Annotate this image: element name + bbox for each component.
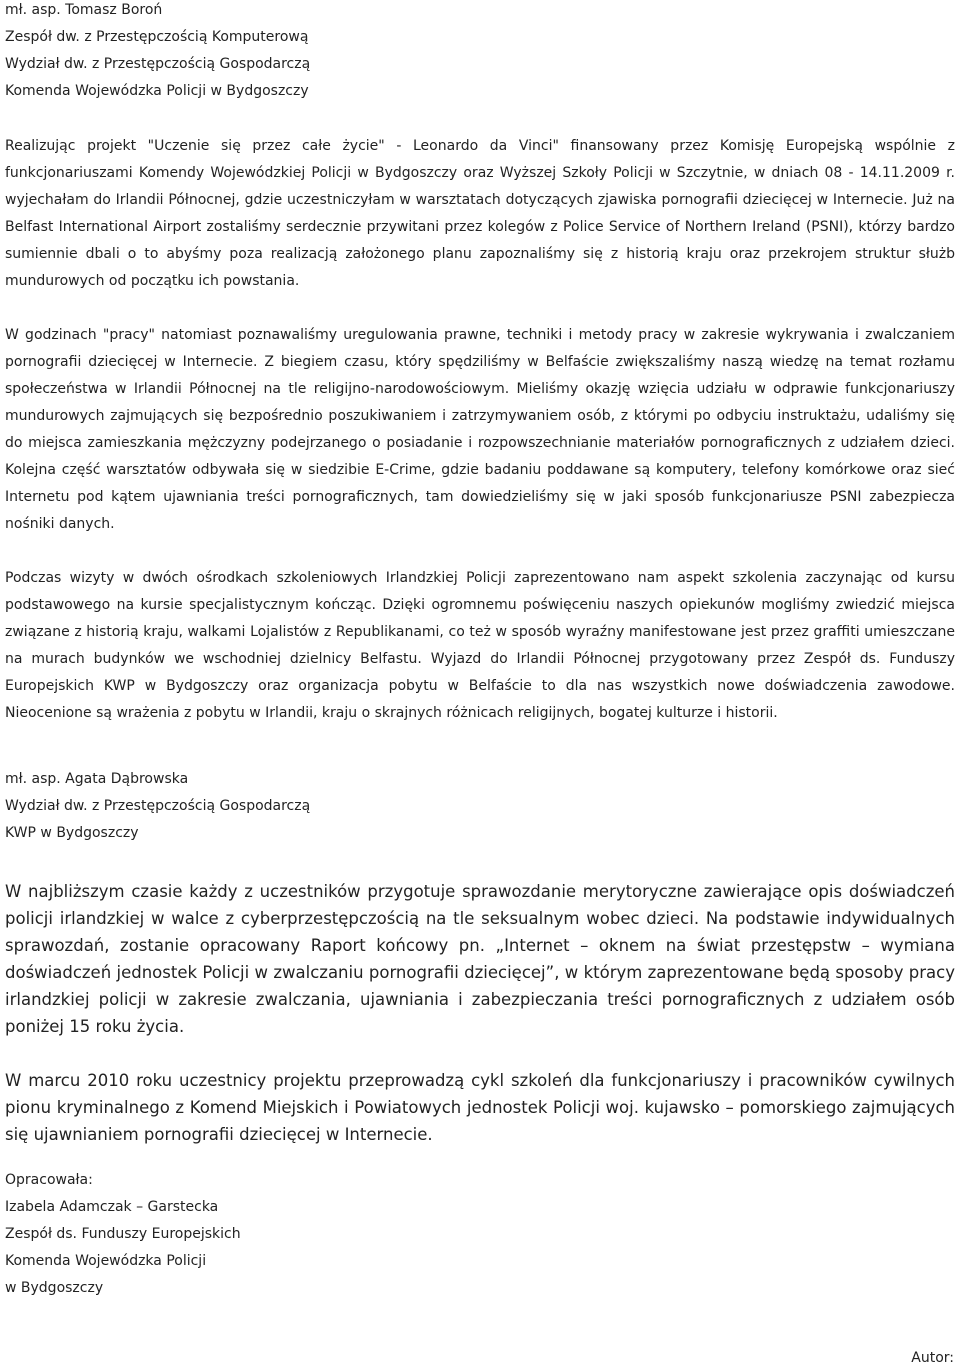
prepared-by-block [5,1167,955,1302]
author1-block [5,0,955,105]
author1-team: Zespół dw. z Przestępczością Komputerową [5,29,309,45]
author2-name: mł. asp. Agata Dąbrowska [5,771,189,787]
prepared-by-command: Komenda Wojewódzka Policji [5,1253,207,1269]
author1-name: mł. asp. Tomasz Boroń [5,2,163,18]
author1-command: Komenda Wojewódzka Policji w Bydgoszczy [5,83,309,99]
prepared-by-label: Opracowała: [5,1172,93,1188]
author1-department: Wydział dw. z Przestępczością Gospodarczą [5,56,311,72]
author2-department: Wydział dw. z Przestępczością Gospodarczą [5,798,311,814]
document-page [5,0,955,1302]
report-paragraph-2: W godzinach "pracy" natomiast poznawaliśmy uregulowania prawne, techniki i metody pracy w zakresie wykrywania i zwalczaniem pornografii dziecięcej w Internecie. Z biegiem czasu, który spędziliśmy w Belfaście zwiększaliśmy naszą wiedzę na temat rozłamu społeczeństwa w Irlandii Północnej na tle religijno-narodowościowym. Mieliśmy okazję wzięcia udziału w odprawie funkcjonariuszy mundurowych zajmujących się bezpośrednio poszukiwaniem i zatrzymywaniem osób, z którymi po odbyciu instruktażu, udaliśmy się do miejsca zamieszkania mężczyzny podejrzanego o posiadanie i rozpowszechnianie materiałów pornograficznych z udziałem dzieci. Kolejna część warsztatów odbywała się w siedzibie E-Crime, gdzie badaniu poddawane są komputery, telefony komórkowe oraz sieć Internetu pod kątem ujawniania treści pornograficznych, tam dowiedzieliśmy się w jaki sposób funkcjonariusze PSNI zabezpiecza nośniki danych. [5,327,955,532]
report-paragraph-1: Realizując projekt "Uczenie się przez całe życie" - Leonardo da Vinci" finansowany przez Komisję Europejską wspólnie z funkcjonariuszami Komendy Wojewódzkiej Policji w Bydgoszczy oraz Wyższej Szkoły Policji w Szczytnie, w dniach 08 - 14.11.2009 r. wyjechałam do Irlandii Północnej, gdzie uczestniczyłam w warsztatach dotyczących zjawiska pornografii dziecięcej w Internecie. Już na Belfast International Airport zostaliśmy serdecznie przywitani przez kolegów z Police Service of Northern Ireland (PSNI), którzy bardzo sumiennie dbali o to abyśmy poza realizacją założonego planu zapoznaliśmy się z historią kraju oraz przekrojem struktur służb mundurowych od początku ich powstania. [5,138,955,289]
prepared-by-name: Izabela Adamczak – Garstecka [5,1199,219,1215]
summary-paragraph-2: W marcu 2010 roku uczestnicy projektu przeprowadzą cykl szkoleń dla funkcjonariuszy i pracowników cywilnych pionu kryminalnego z Komend Miejskich i Powiatowych jednostek Policji woj. kujawsko – pomorskiego zajmujących się ujawnianiem pornografii dziecięcej w Internecie. [5,1071,955,1144]
prepared-by-city: w Bydgoszczy [5,1280,104,1296]
author2-block [5,766,955,847]
prepared-by-team: Zespół ds. Funduszy Europejskich [5,1226,241,1242]
report-paragraph-3: Podczas wizyty w dwóch ośrodkach szkoleniowych Irlandzkiej Policji zaprezentowano nam aspekt szkolenia zaczynając od kursu podstawowego na kursie specjalistycznym kończąc. Dzięki ogromnemu poświęceniu naszych opiekunów mogliśmy zwiedzić miejsca związane z historią kraju, walkami Lojalistów z Republikanami, co też w sposób wyraźny manifestowane jest przez graffiti umieszczane na murach budynków we wschodniej dzielnicy Belfastu. Wyjazd do Irlandii Północnej przygotowany przez Zespół ds. Funduszy Europejskich KWP w Bydgoszczy oraz organizacja pobytu w Belfaście to dla nas wszystkich nowe doświadczenia zawodowe. Nieocenione są wrażenia z pobytu w Irlandii, kraju o skrajnych różnicach religijnych, bogatej kulturze i historii. [5,570,955,721]
footer-author-label: Autor: [911,1350,954,1366]
summary-paragraph-1: W najbliższym czasie każdy z uczestników przygotuje sprawozdanie merytoryczne zawierające opis doświadczeń policji irlandzkiej w walce z cyberprzestępczością na tle seksualnym wobec dzieci. Na podstawie indywidualnych sprawozdań, zostanie opracowany Raport końcowy pn. „Internet – oknem na świat przestępstw – wymiana doświadczeń jednostek Policji w zwalczaniu pornografii dziecięcej”, w którym zaprezentowane będą sposoby pracy irlandzkiej policji w zakresie zwalczania, ujawniania i zabezpieczania treści pornograficznych z udziałem osób poniżej 15 roku życia. [5,882,955,1036]
author2-command: KWP w Bydgoszczy [5,825,139,841]
